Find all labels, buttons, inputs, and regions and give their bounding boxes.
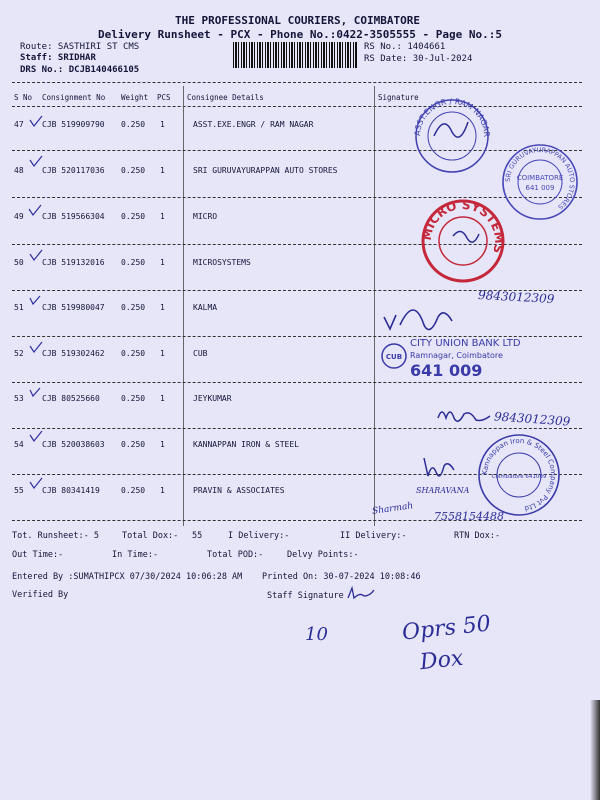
row-consignment: CJB 80341419: [42, 486, 100, 495]
total-pod: Total POD:-: [207, 550, 264, 560]
row-sno: 55: [14, 486, 24, 495]
cub-stamp: [380, 332, 520, 392]
row-consignee: KANNAPPAN IRON & STEEL: [193, 440, 299, 449]
row-weight: 0.250: [121, 258, 146, 267]
stamp-text: CITY UNION BANK LTD: [410, 338, 521, 349]
row-weight: 0.250: [121, 440, 146, 449]
out-time: Out Time:-: [12, 550, 64, 560]
handwritten-phone: 7558154488: [434, 510, 504, 523]
entered-by: Entered By :SUMATHIPCX 07/30/2024 10:06:28 AM: [12, 572, 243, 582]
check-icon: [30, 296, 40, 304]
row-weight: 0.250: [121, 166, 146, 175]
staff-label: Staff: SRIDHAR: [20, 53, 96, 63]
row-pcs: 1: [160, 258, 165, 267]
micro-stamp: [418, 196, 508, 286]
handwritten-note: Oprs 50: [400, 611, 492, 646]
row-consignment: CJB 519132016: [42, 258, 105, 267]
ramnagar-stamp: [412, 96, 492, 176]
row-pcs: 1: [160, 166, 165, 175]
check-icon: [30, 388, 40, 396]
kannappan-stamp: [476, 432, 562, 518]
total-dox-label: Total Dox:-: [122, 531, 179, 541]
check-icon: [30, 250, 42, 260]
row-sno: 54: [14, 440, 24, 449]
verified-by: Verified By: [12, 590, 69, 600]
stamp-text: COIMBATORE: [516, 174, 564, 182]
row-consignment: CJB 520117036: [42, 166, 105, 175]
staff-signature-label: Staff Signature: [267, 591, 344, 601]
handwritten-phone: 9843012309: [477, 288, 555, 306]
col-consignment: Consignment No: [42, 93, 106, 102]
row-consignee: JEYKUMAR: [193, 394, 232, 403]
handwritten-note: 10: [305, 624, 328, 645]
row-sno: 52: [14, 349, 24, 358]
stamp-text: MICRO SYSTEMS: [419, 197, 507, 255]
handwritten-name: SHARAVANA: [416, 486, 470, 495]
row-sno: 50: [14, 258, 24, 267]
check-icon: [30, 431, 42, 441]
col-weight: Weight: [121, 93, 149, 102]
stamp-text: Coimbatore 641009: [491, 474, 547, 480]
row-sno: 49: [14, 212, 24, 221]
check-icon: [29, 205, 41, 215]
handwritten-phone: 9843012309: [493, 409, 571, 429]
col-consignee: Consignee Details: [187, 93, 264, 102]
row-consignee: MICROSYSTEMS: [193, 258, 251, 267]
row-consignment: CJB 519980047: [42, 303, 105, 312]
row-consignment: CJB 519909790: [42, 120, 105, 129]
stamp-text: Ramnagar, Coimbatore: [410, 351, 503, 360]
tot-runsheet: Tot. Runsheet:- 5: [12, 531, 99, 541]
check-icon: [30, 342, 42, 352]
row-consignee: PRAVIN & ASSOCIATES: [193, 486, 285, 495]
stamp-text: ASST.ENGR / RAM NAGAR: [412, 96, 492, 138]
row-consignee: MICRO: [193, 212, 218, 221]
row-weight: 0.250: [121, 303, 146, 312]
i-delivery: I Delivery:-: [228, 531, 290, 541]
scan-edge: [590, 700, 600, 800]
col-sno: S No: [14, 93, 33, 102]
coimbatore-stamp: [500, 142, 580, 222]
row-consignment: CJB 520038603: [42, 440, 105, 449]
row-sno: 47: [14, 120, 24, 129]
rtn-dox: RTN Dox:-: [454, 531, 501, 541]
svg-text:MICRO SYSTEMS: [420, 198, 507, 255]
runsheet-subtitle: Delivery Runsheet - PCX - Phone No.:0422-3505555 - Page No.:5: [98, 28, 502, 41]
row-pcs: 1: [160, 440, 165, 449]
row-consignee: ASST.EXE.ENGR / RAM NAGAR: [193, 120, 314, 129]
row-consignment: CJB 519566304: [42, 212, 105, 221]
rs-date: RS Date: 30-Jul-2024: [364, 54, 473, 64]
row-weight: 0.250: [121, 349, 146, 358]
stamp-text: 641 009: [410, 361, 483, 380]
row-pcs: 1: [160, 212, 165, 221]
jeykumar-signature: [434, 402, 494, 432]
row-pcs: 1: [160, 120, 165, 129]
in-time: In Time:-: [112, 550, 159, 560]
stamp-text: Kannappan Iron & Steel Company Pvt Ltd: [480, 436, 558, 513]
company-title: THE PROFESSIONAL COURIERS, COIMBATORE: [175, 14, 421, 27]
row-consignment: CJB 519302462: [42, 349, 105, 358]
check-icon: [30, 478, 42, 488]
pravin-signature: [420, 452, 460, 482]
handwritten-note: Dox: [418, 645, 465, 676]
ii-delivery: II Delivery:-: [340, 531, 407, 541]
rs-number: RS No.: 1404661: [364, 42, 446, 52]
stamp-text: CUB: [385, 353, 403, 361]
stamp-text: SRI GURUVAYURAPPAN AUTO STORES: [503, 145, 577, 212]
route-label: Route: SASTHIRI ST CMS: [20, 42, 140, 52]
row-pcs: 1: [160, 486, 165, 495]
check-icon: [30, 156, 42, 166]
staff-signature-mark: [346, 586, 376, 602]
row-consignee: KALMA: [193, 303, 218, 312]
row-consignee: CUB: [193, 349, 208, 358]
col-pcs: PCS: [157, 93, 171, 102]
stamp-text: 641 009: [525, 184, 555, 192]
row-weight: 0.250: [121, 212, 146, 221]
row-pcs: 1: [160, 349, 165, 358]
row-weight: 0.250: [121, 120, 146, 129]
delvy-points: Delvy Points:-: [287, 550, 359, 560]
handwritten-note: Sharmah: [371, 501, 414, 517]
printed-on: Printed On: 30-07-2024 10:08:46: [262, 572, 421, 582]
row-consignee: SRI GURUVAYURAPPAN AUTO STORES: [193, 166, 338, 175]
total-dox-value: 55: [192, 531, 203, 541]
row-pcs: 1: [160, 394, 165, 403]
row-sno: 48: [14, 166, 24, 175]
check-icon: [30, 116, 42, 126]
row-sno: 53: [14, 394, 24, 403]
col-signature: Signature: [378, 93, 419, 102]
row-weight: 0.250: [121, 486, 146, 495]
row-pcs: 1: [160, 303, 165, 312]
drs-number: DRS No.: DCJB140466105: [20, 65, 140, 75]
row-weight: 0.250: [121, 394, 146, 403]
row-consignment: CJB 80525660: [42, 394, 100, 403]
row-sno: 51: [14, 303, 24, 312]
